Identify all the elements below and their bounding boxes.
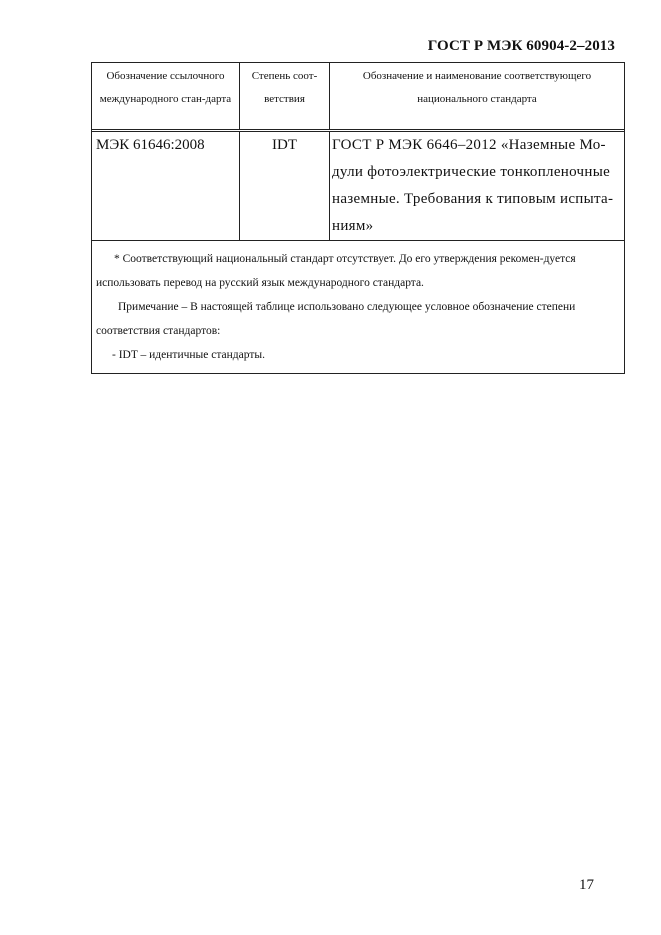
cell-reference: МЭК 61646:2008	[92, 132, 240, 240]
page-number: 17	[579, 877, 594, 893]
note-text: Примечание – В настоящей таблице использовано следующее условное обозначение степени соответствия стандартов:	[96, 301, 576, 337]
column-header-national: Обозначение и наименование соответствующего национального стандарта	[362, 70, 592, 105]
column-header-reference: Обозначение ссылочного международного стан-дарта	[92, 63, 240, 129]
reference-standards-table	[91, 62, 625, 374]
table-header-row	[92, 63, 624, 132]
column-header-degree: Степень соот-ветствия	[240, 63, 330, 129]
cell-national: ГОСТ Р МЭК 6646–2012 «Наземные Мо-дули фотоэлектрические тонкопленочные наземные. Требования к типовым испыта-ниям»	[332, 137, 614, 234]
table-row	[92, 132, 624, 241]
note-item: - IDT – идентичные стандарты.	[112, 349, 265, 361]
document-code-header: ГОСТ Р МЭК 60904-2–2013	[427, 38, 615, 54]
cell-degree: IDT	[240, 132, 330, 240]
table-notes	[92, 241, 624, 373]
footnote: * Соответствующий национальный стандарт отсутствует. До его утверждения рекомен-дуется использовать перевод на русский язык международного стандарта.	[96, 253, 576, 289]
